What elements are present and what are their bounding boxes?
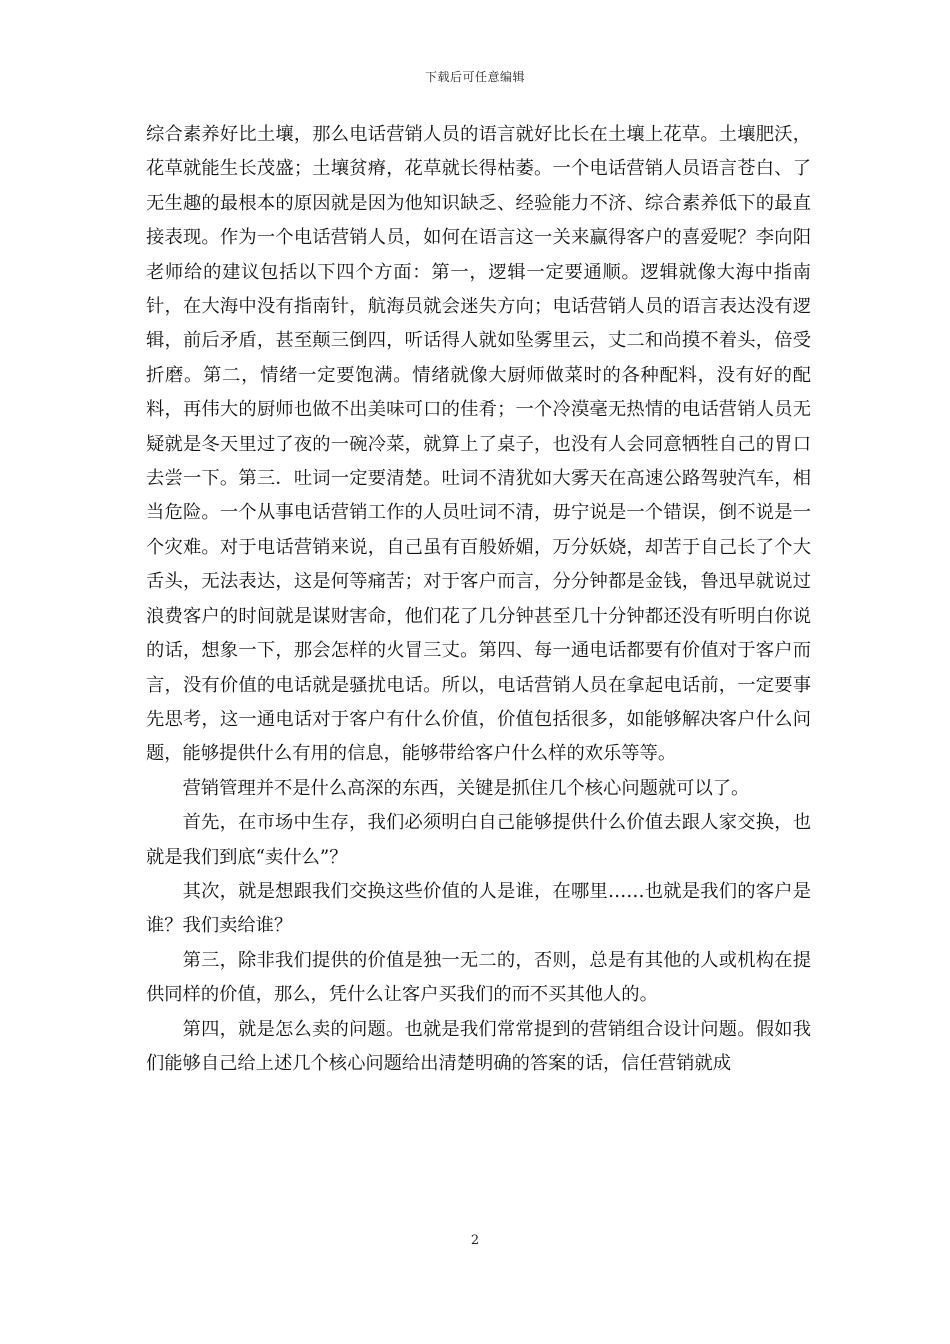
page-header: 下载后可任意编辑 (424, 70, 525, 84)
paragraph: 其次，就是想跟我们交换这些价值的人是谁，在哪里……也就是我们的客户是谁？我们卖给谁？ (146, 880, 811, 937)
paragraph: 首先，在市场中生存，我们必须明白自己能够提供什么价值去跟人家交换，也就是我们到底“卖什么”？ (146, 812, 811, 868)
paragraph: 营销管理并不是什么高深的东西，关键是抓住几个核心问题就可以了。 (182, 777, 750, 799)
body-text (146, 118, 811, 1081)
paragraph: 第四，就是怎么卖的问题。也就是我们常常提到的营销组合设计问题。假如我们能够自己给上述几个核心问题给出清楚明确的答案的话，信任营销就成 (146, 1018, 811, 1074)
page-number: 2 (470, 1233, 480, 1248)
paragraph: 综合素养好比土壤，那么电话营销人员的语言就好比长在土壤上花草。土壤肥沃，花草就能生长茂盛；土壤贫瘠，花草就长得枯萎。一个电话营销人员语言苍白、了无生趣的最根本的原因就是因为他知识缺乏、经验能力不济、综合素养低下的最直接表现。作为一个电话营销人员，如何在语言这一关来赢得客户的喜爱呢？李向阳老师给的建议包括以下四个方面：第一，逻辑一定要通顺。逻辑就像大海中指南针，在大海中没有指南针，航海员就会迷失方向；电话营销人员的语言表达没有逻辑，前后矛盾，甚至颠三倒四，听话得人就如坠雾里云，丈二和尚摸不着头，倍受折磨。第二，情绪一定要饱满。情绪就像大厨师做菜时的各种配料，没有好的配料，再伟大的厨师也做不出美味可口的佳肴；一个冷漠毫无热情的电话营销人员无疑就是冬天里过了夜的一碗冷菜，就算上了桌子，也没有人会同意牺牲自己的胃口去尝一下。第三．吐词一定要清楚。吐词不清犹如大雾天在高速公路驾驶汽车，相当危险。一个从事电话营销工作的人员吐词不清，毋宁说是一个错误，倒不说是一个灾难。对于电话营销来说，自己虽有百般娇媚，万分妖娆，却苦于自己长了个大舌头，无法表达，这是何等痛苦；对于客户而言，分分钟都是金钱，鲁迅早就说过浪费客户的时间就是谋财害命，他们花了几分钟甚至几十分钟都还没有听明白你说的话，想象一下，那会怎样的火冒三丈。第四、每一通电话都要有价值对于客户而言，没有价值的电话就是骚扰电话。所以，电话营销人员在拿起电话前，一定要事先思考，这一通电话对于客户有什么价值，价值包括很多，如能够解决客户什么问题，能够提供什么有用的信息，能够带给客户什么样的欢乐等等。 (146, 124, 811, 765)
paragraph: 第三，除非我们提供的价值是独一无二的，否则，总是有其他的人或机构在提供同样的价值，那么，凭什么让客户买我们的而不买其他人的。 (146, 949, 811, 1006)
